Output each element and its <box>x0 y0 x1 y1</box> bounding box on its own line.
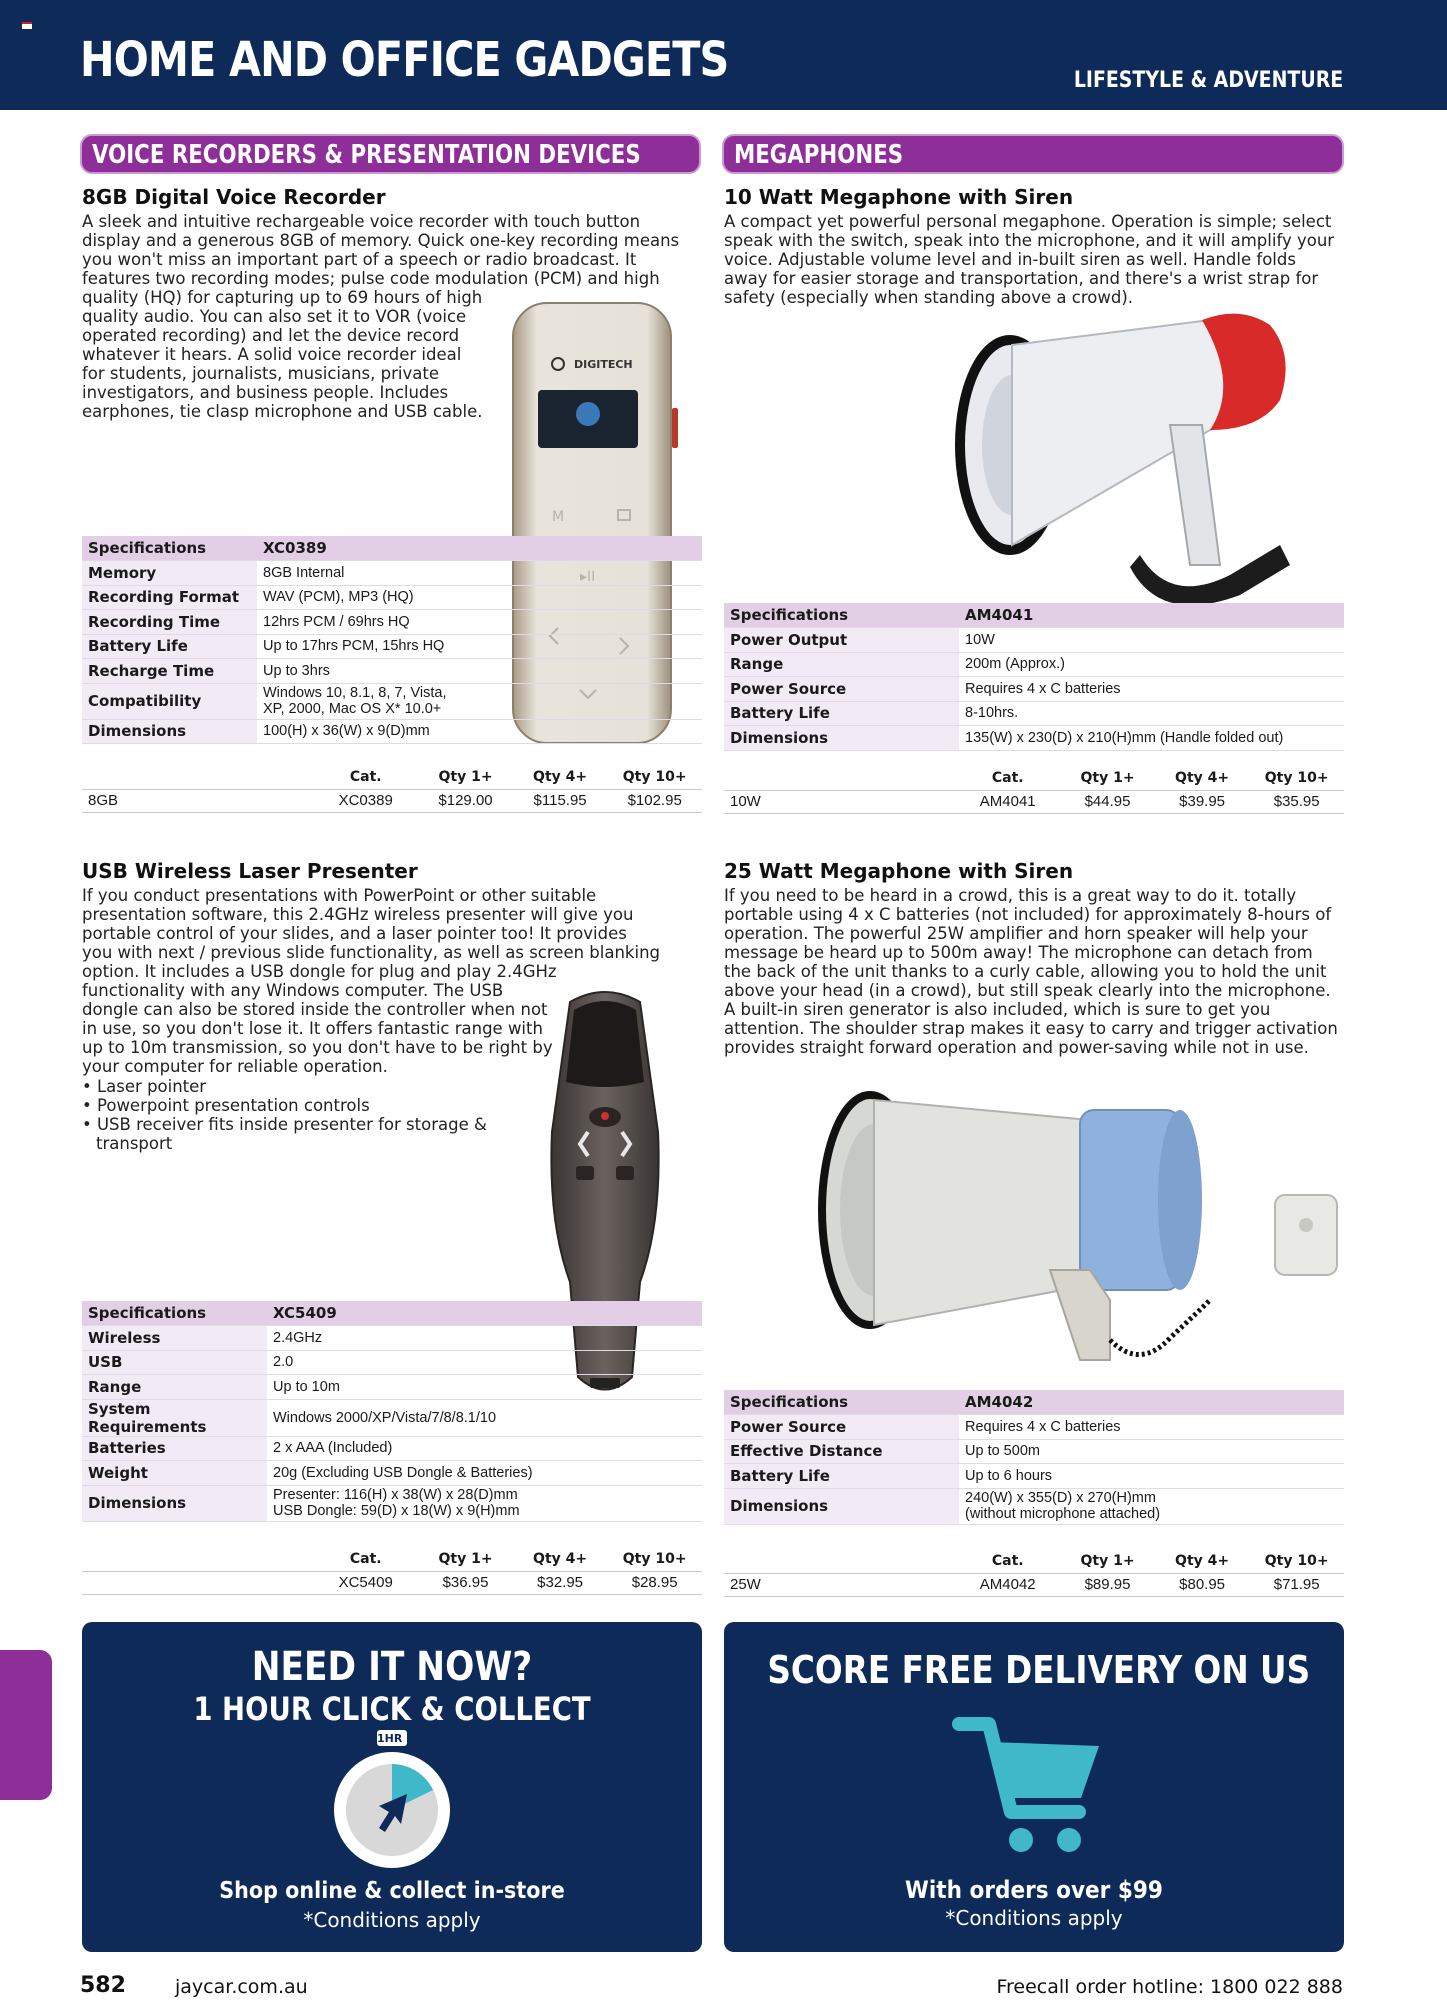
spec-label: Memory <box>82 561 257 586</box>
spec-value: Up to 10m <box>267 1375 702 1400</box>
spec-row <box>724 652 1344 677</box>
feature-item: • Laser pointer <box>82 1077 512 1096</box>
spec-header-row <box>724 1390 1344 1415</box>
description-line: features two recording modes; pulse code modulation (PCM) and high <box>82 269 660 288</box>
price-header-cell: Cat. <box>955 767 1060 790</box>
product-description-voice-recorder-cont <box>82 307 502 421</box>
price-header-cell: Qty 4+ <box>1155 1550 1250 1573</box>
spec-value: 12hrs PCM / 69hrs HQ <box>257 610 702 635</box>
spec-row <box>82 659 702 684</box>
price-header-cell: Qty 10+ <box>607 1548 702 1571</box>
spec-cat-number: XC5409 <box>267 1301 702 1326</box>
promo-cta: Shop online & collect in-store <box>219 1878 565 1904</box>
description-line: away for easier storage and transportation, and there's a wrist strap for <box>724 269 1319 288</box>
spec-label: Wireless <box>82 1326 267 1351</box>
spec-header-label: Specifications <box>82 536 257 561</box>
spec-value: Up to 17hrs PCM, 15hrs HQ <box>257 634 702 659</box>
price-header-cell <box>724 767 955 790</box>
page-title: HOME AND OFFICE GADGETS <box>80 32 729 88</box>
spec-label: Dimensions <box>724 726 959 751</box>
spec-row <box>724 628 1344 653</box>
description-line: portable control of your slides, and a laser pointer too! It provides <box>82 924 627 943</box>
shopping-cart-icon <box>949 1712 1109 1862</box>
spec-label: Batteries <box>82 1436 267 1461</box>
price-variant: 8GB <box>82 789 313 812</box>
description-line: functionality with any Windows computer. The USB <box>82 981 504 1000</box>
description-line: A sleek and intuitive rechargeable voice recorder with touch button <box>82 212 641 231</box>
category-band-label: VOICE RECORDERS & PRESENTATION DEVICES <box>92 140 641 170</box>
description-line: message be heard up to 500m away! The microphone can detach from <box>724 943 1313 962</box>
spec-value: 10W <box>959 628 1344 653</box>
spec-row <box>82 1399 702 1436</box>
feature-item: • Powerpoint presentation controls <box>82 1096 512 1115</box>
spec-label: Effective Distance <box>724 1439 959 1464</box>
price-header-cell <box>82 766 313 789</box>
cat-number: AM4042 <box>955 1573 1060 1596</box>
description-line: operated recording) and let the device record <box>82 326 460 345</box>
description-line: up to 10m transmission, so you don't have to be right by <box>82 1038 553 1057</box>
description-line: provides straight forward operation and power-saving while not in use. <box>724 1038 1309 1057</box>
price-variant: 10W <box>724 790 955 813</box>
spec-value: Up to 3hrs <box>257 659 702 684</box>
spec-row <box>82 634 702 659</box>
description-line: If you need to be heard in a crowd, this is a great way to do it. totally <box>724 886 1297 905</box>
spec-row <box>724 1464 1344 1489</box>
spec-label: Recording Format <box>82 585 257 610</box>
spec-cat-number: AM4042 <box>959 1390 1344 1415</box>
spec-header-label: Specifications <box>82 1301 267 1326</box>
spec-label: Recording Time <box>82 610 257 635</box>
price-value: $39.95 <box>1155 790 1250 813</box>
description-line: voice. Adjustable volume level and in-built siren as well. Handle folds <box>724 250 1296 269</box>
spec-row <box>82 1326 702 1351</box>
promo-click-collect[interactable] <box>82 1622 702 1952</box>
price-header-row <box>82 1548 702 1571</box>
price-header-cell: Cat. <box>955 1550 1060 1573</box>
spec-header-row <box>82 1301 702 1326</box>
promo-conditions: *Conditions apply <box>945 1906 1123 1930</box>
spec-value: 2 x AAA (Included) <box>267 1436 702 1461</box>
description-line: investigators, and business people. Includes <box>82 383 449 402</box>
promo-headline: NEED IT NOW? <box>251 1644 533 1690</box>
page-number: 582 <box>80 1973 126 1998</box>
price-variant <box>82 1571 313 1594</box>
spec-row <box>724 701 1344 726</box>
price-value: $129.00 <box>418 789 513 812</box>
price-header-cell: Cat. <box>313 1548 418 1571</box>
spec-label: Dimensions <box>82 1485 267 1521</box>
price-value: $80.95 <box>1155 1573 1250 1596</box>
product-title-10w-megaphone: 10 Watt Megaphone with Siren <box>724 185 1074 209</box>
price-value: $102.95 <box>607 789 702 812</box>
megaphone-25w-image <box>810 1070 1350 1370</box>
spec-value: Up to 6 hours <box>959 1464 1344 1489</box>
price-value: $32.95 <box>513 1571 608 1594</box>
spec-label: Battery Life <box>82 634 257 659</box>
spec-value: 100(H) x 36(W) x 9(D)mm <box>257 719 702 744</box>
price-value: $115.95 <box>513 789 608 812</box>
price-value: $35.95 <box>1249 790 1344 813</box>
category-band-label: MEGAPHONES <box>734 140 904 170</box>
spec-row <box>724 1415 1344 1440</box>
price-header-cell: Qty 4+ <box>513 1548 608 1571</box>
price-table-10w-megaphone <box>724 767 1344 814</box>
price-header-cell: Qty 10+ <box>1249 767 1344 790</box>
product-title-voice-recorder: 8GB Digital Voice Recorder <box>82 185 386 209</box>
product-title-laser-presenter: USB Wireless Laser Presenter <box>82 859 418 883</box>
price-value: $71.95 <box>1249 1573 1344 1596</box>
spec-label: USB <box>82 1350 267 1375</box>
cat-number: XC0389 <box>313 789 418 812</box>
spec-table-voice-recorder <box>82 536 702 744</box>
description-line: dongle can also be stored inside the controller when not <box>82 1000 548 1019</box>
description-line: earphones, tie clasp microphone and USB cable. <box>82 402 483 421</box>
price-row <box>82 1571 702 1594</box>
price-table-laser-presenter <box>82 1548 702 1595</box>
spec-cat-number: XC0389 <box>257 536 702 561</box>
price-table-25w-megaphone <box>724 1550 1344 1597</box>
side-section-tab <box>0 1650 52 1800</box>
cat-number: XC5409 <box>313 1571 418 1594</box>
description-line: above your head (in a crowd), but still speak clearly into the microphone. <box>724 981 1331 1000</box>
category-band-voice-recorders <box>80 134 701 174</box>
spec-label: Range <box>82 1375 267 1400</box>
spec-header-label: Specifications <box>724 603 959 628</box>
feature-list-laser-presenter <box>82 1077 512 1153</box>
price-row <box>82 789 702 812</box>
spec-value: Windows 2000/XP/Vista/7/8/8.1/10 <box>267 1399 702 1436</box>
megaphone-10w-image <box>940 305 1320 615</box>
price-header-cell: Qty 1+ <box>1060 1550 1155 1573</box>
price-header-cell: Qty 10+ <box>1249 1550 1344 1573</box>
price-value: $36.95 <box>418 1571 513 1594</box>
description-line: your computer for reliable operation. <box>82 1057 388 1076</box>
description-line: display and a generous 8GB of memory. Quick one-key recording means <box>82 231 680 250</box>
spec-header-row <box>724 603 1344 628</box>
price-header-cell: Qty 4+ <box>1155 767 1250 790</box>
stopwatch-icon <box>327 1728 457 1868</box>
description-line: whatever it hears. A solid voice recorder ideal <box>82 345 462 364</box>
cat-number: AM4041 <box>955 790 1060 813</box>
spec-label: Power Source <box>724 677 959 702</box>
spec-row <box>724 1488 1344 1524</box>
promo-cta: With orders over $99 <box>905 1876 1163 1904</box>
spec-table-25w-megaphone <box>724 1390 1344 1525</box>
spec-value: 240(W) x 355(D) x 270(H)mm (without microphone attached) <box>959 1488 1344 1524</box>
price-header-row <box>82 766 702 789</box>
spec-row <box>82 1350 702 1375</box>
website-link[interactable]: jaycar.com.au <box>175 1976 308 1998</box>
spec-row <box>82 1436 702 1461</box>
price-header-cell <box>724 1550 955 1573</box>
spec-label: Battery Life <box>724 1464 959 1489</box>
spec-row <box>82 683 702 719</box>
spec-row <box>82 1485 702 1521</box>
spec-label: Battery Life <box>724 701 959 726</box>
spec-label: Range <box>724 652 959 677</box>
description-line: you with next / previous slide functionality, as well as screen blanking <box>82 943 660 962</box>
order-hotline: Freecall order hotline: 1800 022 888 <box>996 1976 1343 1998</box>
promo-free-delivery[interactable] <box>724 1622 1344 1952</box>
description-line: presentation software, this 2.4GHz wireless presenter will give you <box>82 905 634 924</box>
spec-label: Dimensions <box>82 719 257 744</box>
price-value: $89.95 <box>1060 1573 1155 1596</box>
spec-row <box>724 726 1344 751</box>
spec-label: Weight <box>82 1461 267 1486</box>
spec-header-row <box>82 536 702 561</box>
spec-value: 200m (Approx.) <box>959 652 1344 677</box>
spec-label: Recharge Time <box>82 659 257 684</box>
price-row <box>724 1573 1344 1596</box>
promo-subheadline: 1 HOUR CLICK & COLLECT <box>193 1690 591 1728</box>
spec-row <box>82 585 702 610</box>
price-header-cell: Qty 1+ <box>418 766 513 789</box>
spec-value: Requires 4 x C batteries <box>959 1415 1344 1440</box>
spec-row <box>82 1461 702 1486</box>
description-line: A compact yet powerful personal megaphone. Operation is simple; select <box>724 212 1332 231</box>
price-header-cell: Qty 1+ <box>418 1548 513 1571</box>
spec-row <box>82 561 702 586</box>
promo-conditions: *Conditions apply <box>303 1908 481 1932</box>
spec-value: 8-10hrs. <box>959 701 1344 726</box>
category-band-megaphones <box>722 134 1344 174</box>
spec-row <box>724 1439 1344 1464</box>
device-brand: DIGITECH <box>574 358 633 371</box>
description-line: you won't miss an important part of a speech or radio broadcast. It <box>82 250 637 269</box>
price-table-voice-recorder <box>82 766 702 813</box>
feature-item: • USB receiver fits inside presenter for storage & transport <box>82 1115 512 1153</box>
product-description-10w-megaphone <box>724 212 1344 307</box>
price-variant: 25W <box>724 1573 955 1596</box>
product-description-voice-recorder <box>82 212 702 307</box>
price-header-cell: Qty 10+ <box>607 766 702 789</box>
spec-value: 2.0 <box>267 1350 702 1375</box>
spec-value: 135(W) x 230(D) x 210(H)mm (Handle folded out) <box>959 726 1344 751</box>
description-line: quality (HQ) for capturing up to 69 hours of high <box>82 288 483 307</box>
spec-row <box>724 677 1344 702</box>
price-header-cell <box>82 1548 313 1571</box>
spec-row <box>82 719 702 744</box>
svg-text:▸II: ▸II <box>580 569 596 585</box>
spec-row <box>82 610 702 635</box>
price-header-cell: Qty 4+ <box>513 766 608 789</box>
one-hour-badge: 1HR <box>377 1732 403 1745</box>
spec-value: 20g (Excluding USB Dongle & Batteries) <box>267 1461 702 1486</box>
description-line: speak with the switch, speak into the microphone, and it will amplify your <box>724 231 1335 250</box>
description-line: in use, so you don't lose it. It offers fantastic range with <box>82 1019 543 1038</box>
page-header <box>0 0 1447 110</box>
spec-table-10w-megaphone <box>724 603 1344 751</box>
price-header-cell: Cat. <box>313 766 418 789</box>
spec-label: Dimensions <box>724 1488 959 1524</box>
description-line: option. It includes a USB dongle for plug and play 2.4GHz <box>82 962 557 981</box>
spec-row <box>82 1375 702 1400</box>
spec-label: Power Output <box>724 628 959 653</box>
description-line: the back of the unit thanks to a curly cable, allowing you to hold the unit <box>724 962 1327 981</box>
product-description-25w-megaphone <box>724 886 1344 1057</box>
spec-cat-number: AM4041 <box>959 603 1344 628</box>
price-value: $28.95 <box>607 1571 702 1594</box>
price-value: $44.95 <box>1060 790 1155 813</box>
spec-value: Up to 500m <box>959 1439 1344 1464</box>
spec-table-laser-presenter <box>82 1301 702 1522</box>
description-line: attention. The shoulder strap makes it easy to carry and trigger activation <box>724 1019 1338 1038</box>
description-line: If you conduct presentations with PowerPoint or other suitable <box>82 886 597 905</box>
description-line: portable using 4 x C batteries (not included) for approximately 8-hours of <box>724 905 1332 924</box>
description-line: for students, journalists, musicians, private <box>82 364 439 383</box>
description-line: operation. The powerful 25W amplifier and horn speaker will help your <box>724 924 1308 943</box>
spec-value: Presenter: 116(H) x 38(W) x 28(D)mm USB Dongle: 59(D) x 18(W) x 9(H)mm <box>267 1485 702 1521</box>
price-header-row <box>724 1550 1344 1573</box>
spec-value: WAV (PCM), MP3 (HQ) <box>257 585 702 610</box>
spec-value: 2.4GHz <box>267 1326 702 1351</box>
flag-icon <box>22 22 32 29</box>
spec-value: 8GB Internal <box>257 561 702 586</box>
spec-label: System Requirements <box>82 1399 267 1436</box>
product-title-25w-megaphone: 25 Watt Megaphone with Siren <box>724 859 1074 883</box>
description-line: A built-in siren generator is also included, which is sure to get you <box>724 1000 1271 1019</box>
price-header-cell: Qty 1+ <box>1060 767 1155 790</box>
price-row <box>724 790 1344 813</box>
spec-value: Windows 10, 8.1, 8, 7, Vista, XP, 2000, Mac OS X* 10.0+ <box>257 683 702 719</box>
spec-label: Power Source <box>724 1415 959 1440</box>
promo-headline: SCORE FREE DELIVERY ON US <box>767 1648 1311 1692</box>
description-line: quality audio. You can also set it to VOR (voice <box>82 307 467 326</box>
description-line: safety (especially when standing above a crowd). <box>724 288 1134 307</box>
svg-text:M: M <box>552 509 565 525</box>
price-header-row <box>724 767 1344 790</box>
spec-value: Requires 4 x C batteries <box>959 677 1344 702</box>
spec-header-label: Specifications <box>724 1390 959 1415</box>
section-label: LIFESTYLE & ADVENTURE <box>1073 68 1343 93</box>
spec-label: Compatibility <box>82 683 257 719</box>
